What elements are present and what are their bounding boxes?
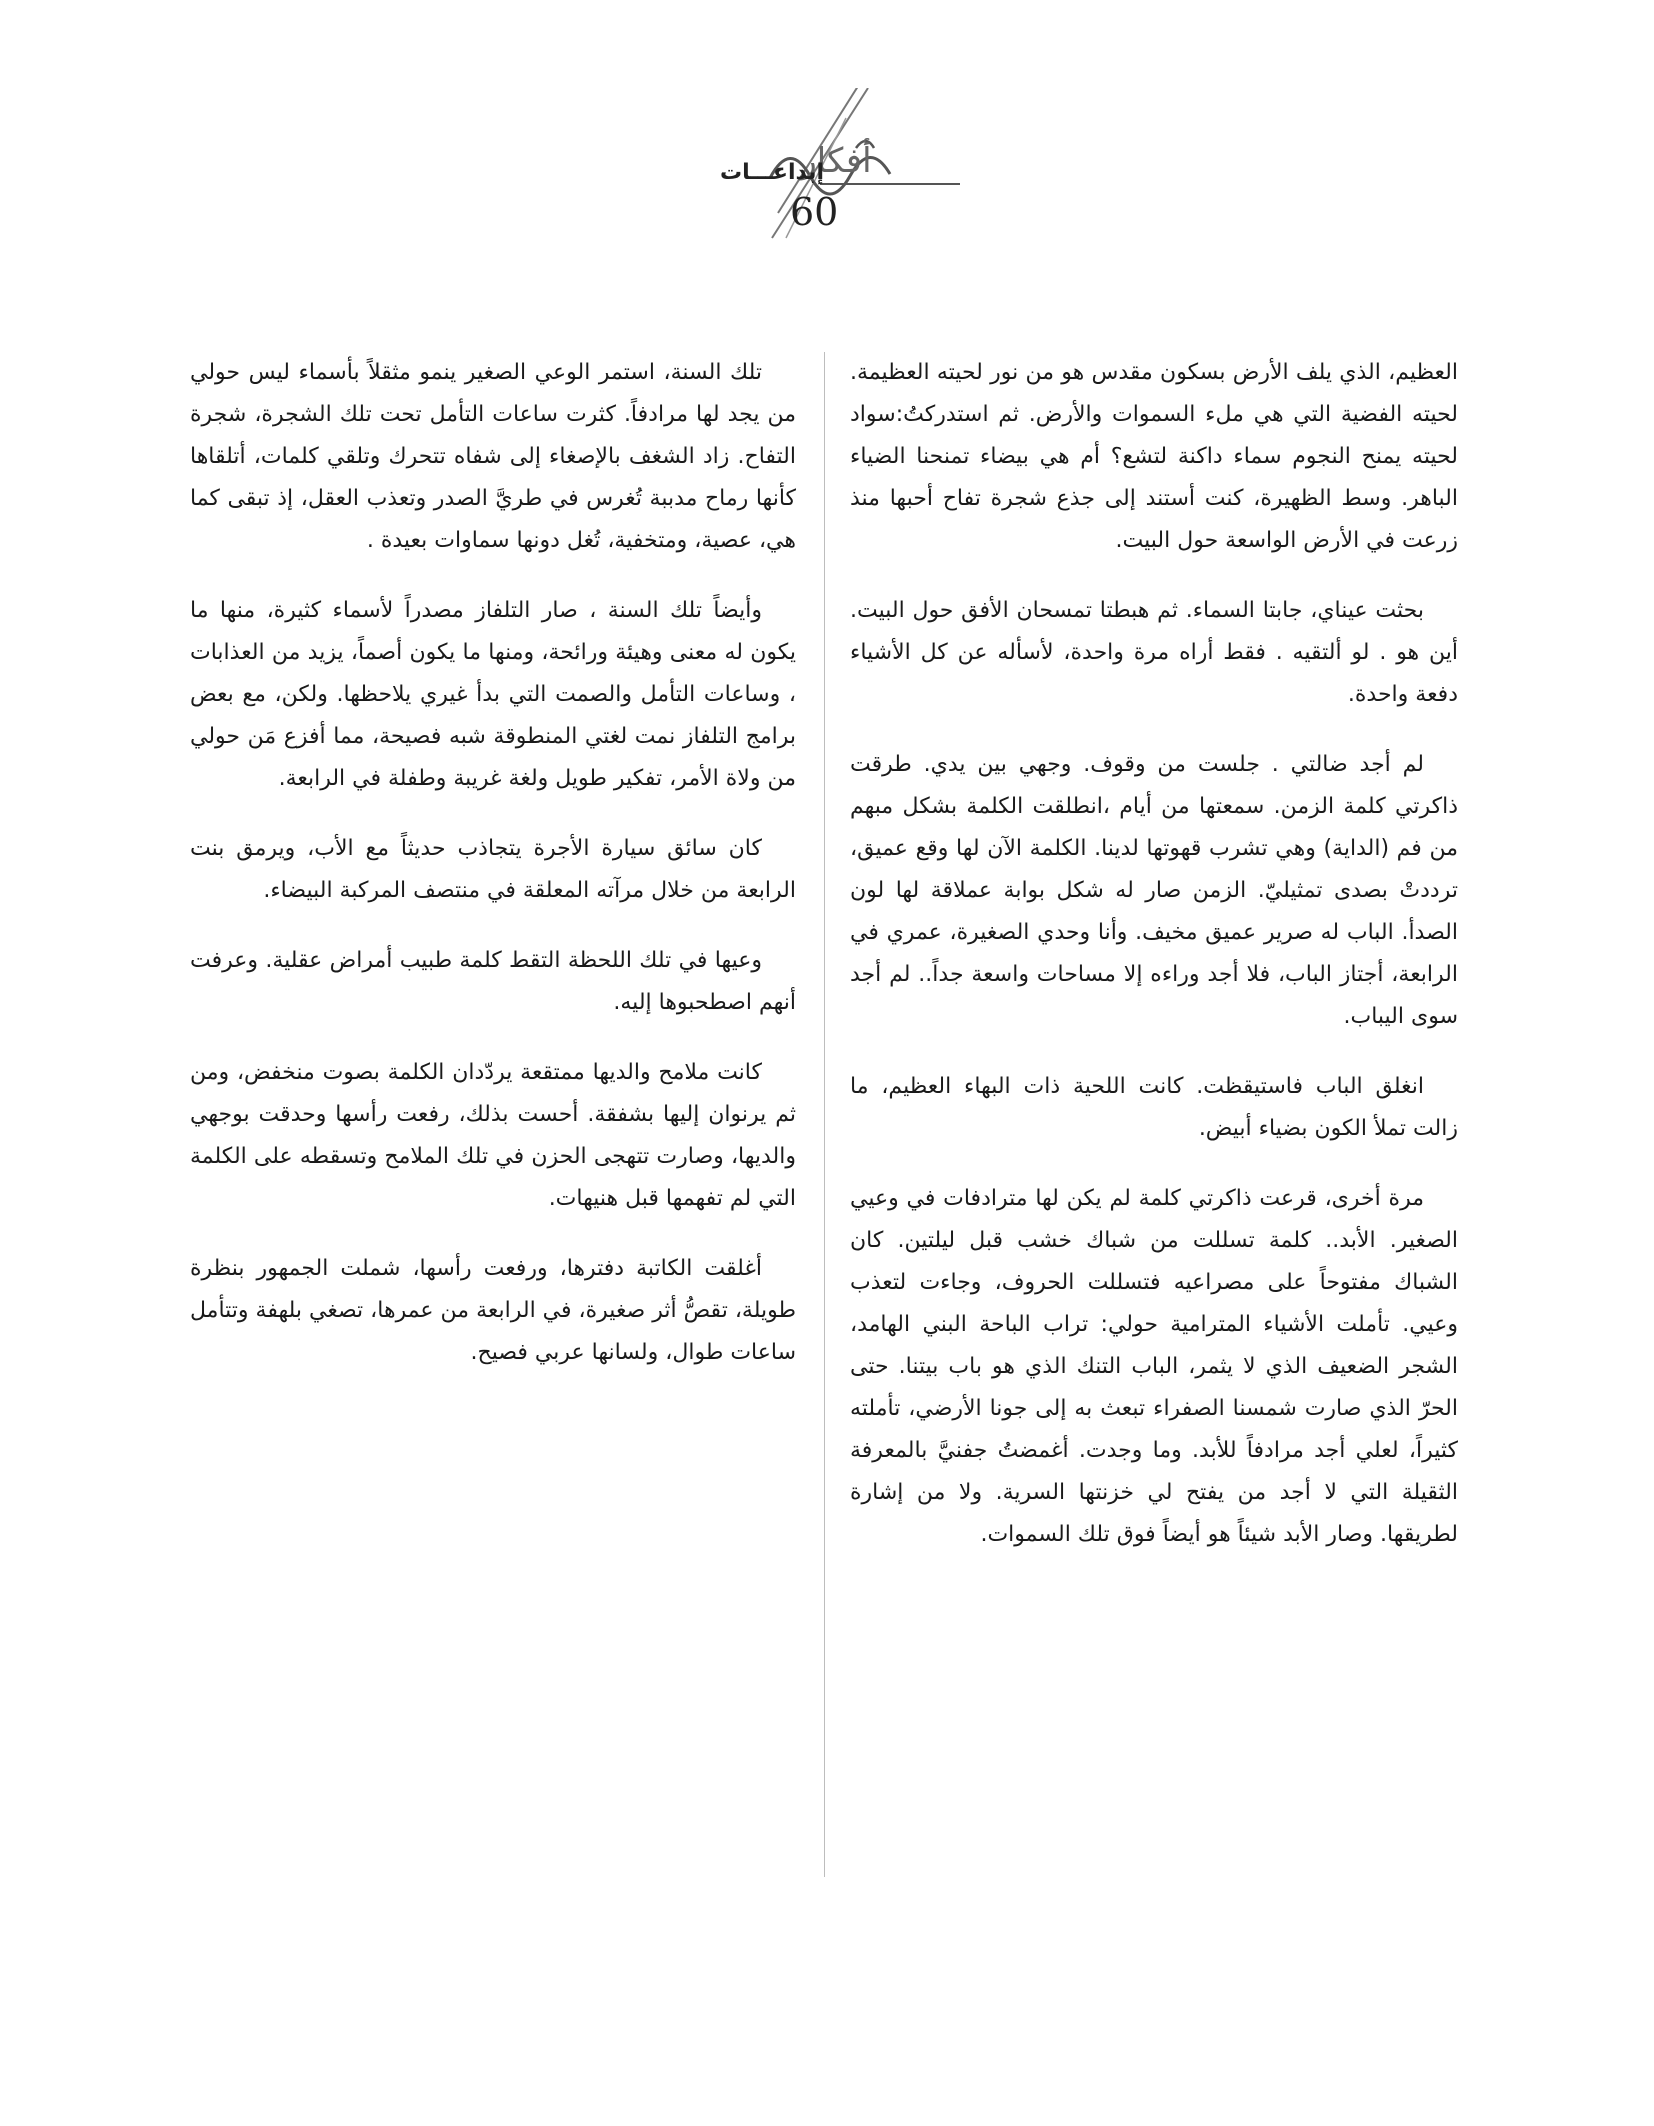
left-text-column (190, 352, 796, 1402)
paragraph: كانت ملامح والديها ممتقعة يردّدان الكلمة بصوت منخفض، ومن ثم يرنوان إليها بشفقة. أحست بذلك، رفعت رأسها وحدقت بوجهي والديها، وصارت تتهجى الحزن في تلك الملامح وتسقطه على الكلمة التي لم تفهمها قبل هنيهات. (190, 1060, 796, 1211)
paragraph: لم أجد ضالتي . جلست من وقوف. وجهي بين يدي. طرقت ذاكرتي كلمة الزمن. سمعتها من أيام ،انطلقت الكلمة بشكل مبهم من فم (الداية) وهي تشرب قهوتها لدينا. الكلمة الآن لها وقع عميق، ترددتْ بصدى تمثيليّ. الزمن صار له شكل بوابة عملاقة لها لون الصدأ. الباب له صرير عميق مخيف. وأنا وحدي الصغيرة، عمري في الرابعة، أجتاز الباب، فلا أجد وراءه إلا مساحات واسعة جداً.. لم أجد سوى اليباب. (850, 752, 1458, 1029)
paragraph: انغلق الباب فاستيقظت. كانت اللحية ذات البهاء العظيم، ما زالت تملأ الكون بضياء أبيض. (850, 1074, 1458, 1141)
logo-text: أفكار (800, 141, 872, 181)
section-label: إبداعـــات (719, 160, 824, 185)
paragraph: وعيها في تلك اللحظة التقط كلمة طبيب أمراض عقلية. وعرفت أنهم اصطحبوها إليه. (190, 948, 796, 1015)
paragraph: أغلقت الكاتبة دفترها، ورفعت رأسها، شملت الجمهور بنظرة طويلة، تقصُّ أثر صغيرة، في الرابعة من عمرها، تصغي بلهفة وتتأمل ساعات طوال، ولسانها عربي فصيح. (190, 1256, 796, 1365)
paragraph: تلك السنة، استمر الوعي الصغير ينمو مثقلاً بأسماء ليس حولي من يجد لها مرادفاً. كثرت ساعات التأمل تحت تلك الشجرة، شجرة التفاح. زاد الشغف بالإصغاء إلى شفاه تتحرك وتلقي كلمات، أتلقاها كأنها رماح مدببة تُغرس في طريَّ الصدر وتعذب العقل، إذ تبقى كما هي، عصية، ومتخفية، تُغل دونها سماوات بعيدة . (190, 360, 796, 553)
column-divider (824, 352, 825, 1877)
paragraph: كان سائق سيارة الأجرة يتجاذب حديثاً مع الأب، ويرمق بنت الرابعة من خلال مرآته المعلقة في منتصف المركبة البيضاء. (190, 836, 796, 903)
page-number: 60 (790, 190, 839, 234)
paragraph: العظيم، الذي يلف الأرض بسكون مقدس هو من نور لحيته العظيمة. لحيته الفضية التي هي ملء السموات والأرض. ثم استدركتُ:سواد لحيته يمنح النجوم سماء داكنة لتشع؟ أم هي بيضاء تمنحنا الضياء الباهر. وسط الظهيرة، كنت أستند إلى جذع شجرة تفاح أحبها منذ زرعت في الأرض الواسعة حول البيت. (850, 360, 1458, 553)
page-header (660, 88, 980, 248)
paragraph: وأيضاً تلك السنة ، صار التلفاز مصدراً لأسماء كثيرة، منها ما يكون له معنى وهيئة ورائحة، ومنها ما يكون أصماً، يزيد من العذابات ، وساعات التأمل والصمت التي بدأ غيري يلاحظها. ولكن، مع بعض برامج التلفاز نمت لغتي المنطوقة شبه فصيحة، مما أفزع مَن حولي من ولاة الأمر، تفكير طويل ولغة غريبة وطفلة في الرابعة. (190, 598, 796, 791)
paragraph: بحثت عيناي، جابتا السماء. ثم هبطتا تمسحان الأفق حول البيت. أين هو . لو ألتقيه . فقط أراه مرة واحدة، لأسأله عن كل الأشياء دفعة واحدة. (850, 598, 1458, 707)
right-text-column (850, 352, 1458, 1584)
paragraph: مرة أخرى، قرعت ذاكرتي كلمة لم يكن لها مترادفات في وعيي الصغير. الأبد.. كلمة تسللت من شباك خشب قبل ليلتين. كان الشباك مفتوحاً على مصراعيه فتسللت الحروف، وجاءت لتعذب وعيي. تأملت الأشياء المترامية حولي: تراب الباحة البني الهامد، الشجر الضعيف الذي لا يثمر، الباب التنك الذي هو باب بيتنا. حتى الحرّ الذي صارت شمسنا الصفراء تبعث به إلى جونا الأرضي، تأملته كثيراً، لعلي أجد مرادفاً للأبد. وما وجدت. أغمضتُ جفنيَّ بالمعرفة الثقيلة التي لا أجد من يفتح لي خزنتها السرية. ولا من إشارة لطريقها. وصار الأبد شيئاً هو أيضاً فوق تلك السموات. (850, 1186, 1458, 1547)
